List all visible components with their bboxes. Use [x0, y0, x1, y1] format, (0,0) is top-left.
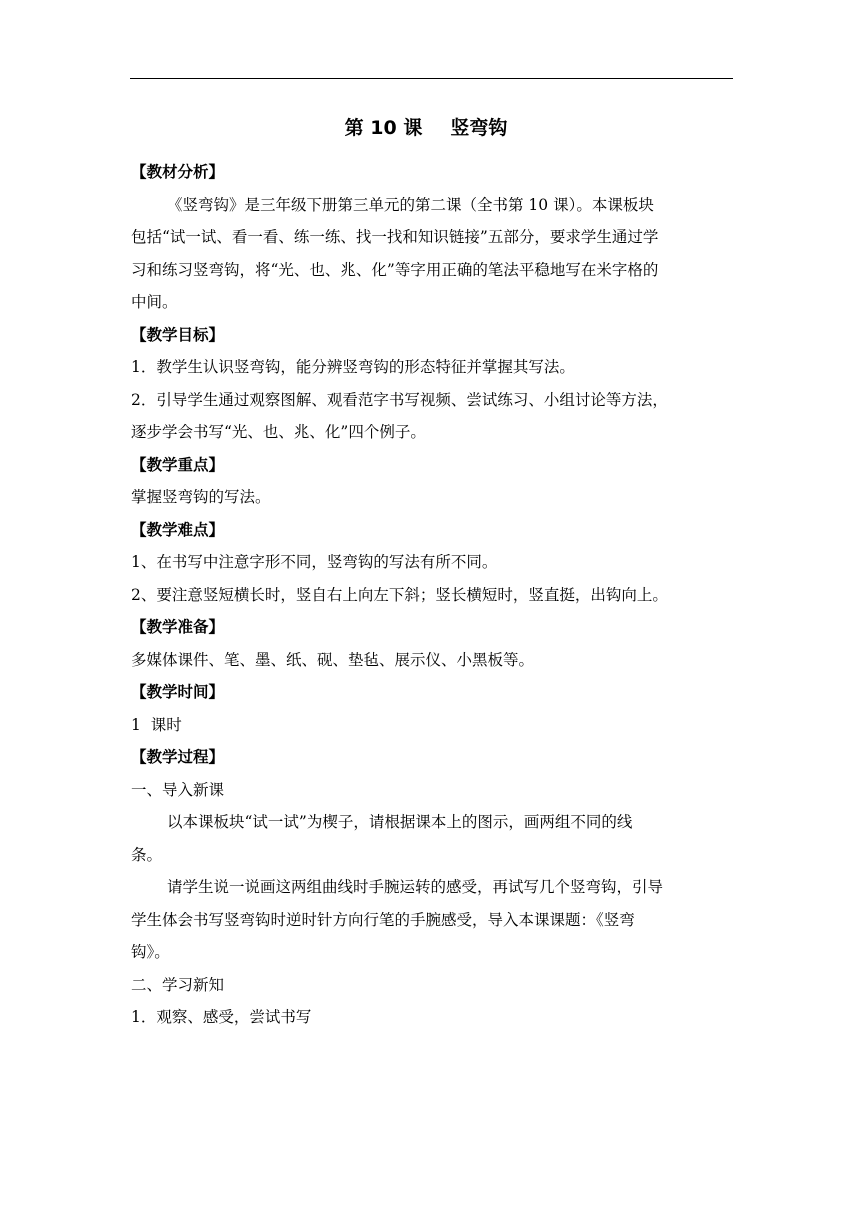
difficulties-line: 1、在书写中注意字形不同，竖弯钩的写法有所不同。	[131, 553, 498, 571]
section-heading-key-points: 【教学重点】	[131, 455, 225, 474]
document-body	[131, 112, 721, 1034]
goals-line: 2．引导学生通过观察图解、观看范字书写视频、尝试练习、小组讨论等方法，	[131, 390, 668, 409]
section-heading-process: 【教学过程】	[131, 748, 225, 766]
preparation-line: 多媒体课件、笔、墨、纸、砚、垫毡、展示仪、小黑板等。	[131, 650, 535, 669]
analysis-line: 包括“试一试、看一看、练一练、找一找和知识链接”五部分，要求学生通过学	[131, 228, 659, 246]
process-line: 1．观察、感受，尝试书写	[131, 1008, 312, 1026]
section-heading-time: 【教学时间】	[131, 683, 225, 701]
section-heading-difficulties: 【教学难点】	[131, 520, 225, 539]
process-line: 条。	[131, 845, 163, 864]
analysis-line: 中间。	[131, 293, 178, 311]
process-line: 学生体会书写竖弯钩时逆时针方向行笔的手腕感受，导入本课课题：《竖弯	[131, 910, 635, 929]
difficulties-line: 2、要注意竖短横长时，竖自右上向左下斜；竖长横短时，竖直挺，出钩向上。	[131, 585, 668, 604]
process-line: 以本课板块“试一试”为楔子，请根据课本上的图示，画两组不同的线	[167, 813, 633, 831]
key-points-line: 掌握竖弯钩的写法。	[131, 488, 271, 506]
process-line: 钩》。	[131, 943, 170, 961]
lesson-name: 竖弯钩	[450, 117, 508, 139]
process-line: 请学生说一说画这两组曲线时手腕运转的感受，再试写几个竖弯钩，引导	[167, 878, 664, 896]
section-heading-analysis: 【教材分析】	[131, 163, 225, 181]
lesson-number: 第 10 课	[344, 117, 423, 139]
section-heading-goals: 【教学目标】	[131, 325, 225, 344]
process-line: 一、导入新课	[131, 780, 225, 799]
section-heading-preparation: 【教学准备】	[131, 618, 225, 636]
process-line: 二、学习新知	[131, 975, 225, 994]
header-rule	[130, 78, 733, 79]
analysis-line: 习和练习竖弯钩，将“光、也、兆、化”等字用正确的笔法平稳地写在米字格的	[131, 260, 659, 279]
goals-line: 1．教学生认识竖弯钩，能分辨竖弯钩的形态特征并掌握其写法。	[131, 358, 575, 376]
goals-line: 逐步学会书写“光、也、兆、化”四个例子。	[131, 423, 426, 441]
time-line: 1 课时	[131, 715, 182, 734]
page-title	[131, 112, 721, 144]
analysis-line: 《竖弯钩》是三年级下册第三单元的第二课（全书第 10 课）。本课板块	[167, 195, 654, 214]
